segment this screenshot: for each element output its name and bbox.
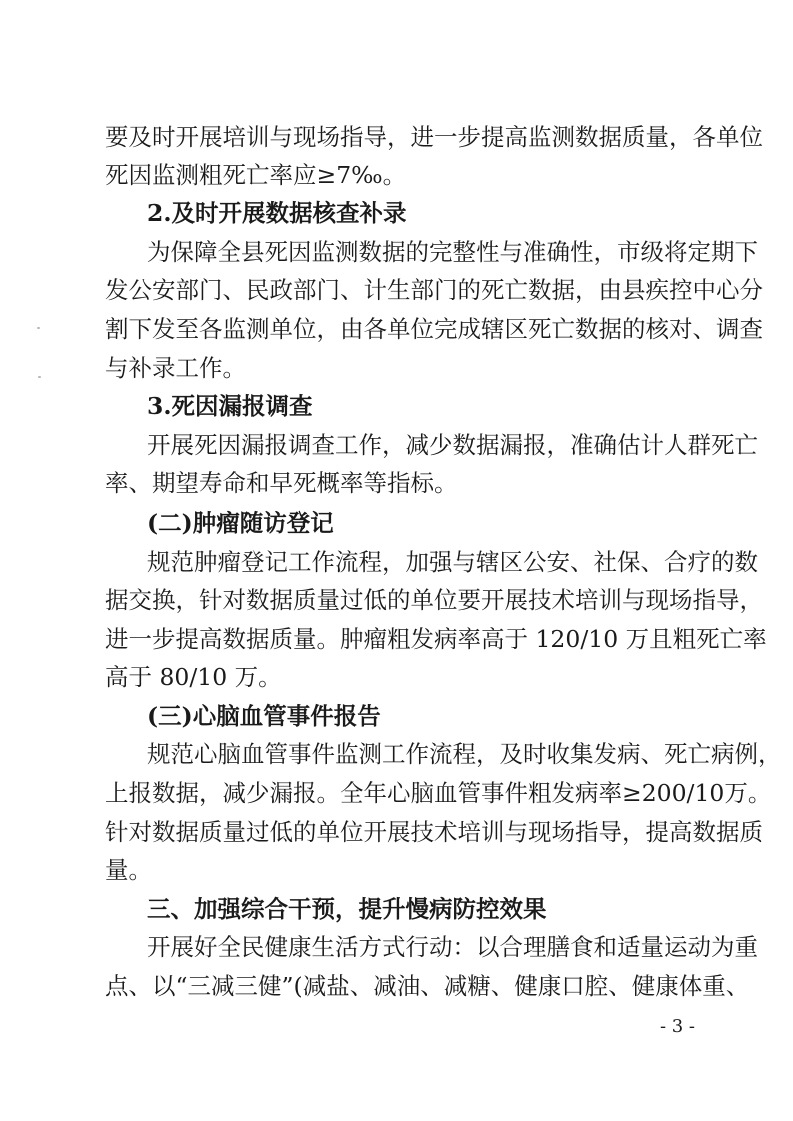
body-line: 规范心脑血管事件监测工作流程，及时收集发病、死亡病例，: [147, 740, 782, 768]
body-line: 开展死因漏报调查工作，减少数据漏报，准确估计人群死亡: [147, 431, 758, 459]
body-line: 割下发至各监测单位，由各单位完成辖区死亡数据的核对、调查: [105, 315, 763, 343]
subheading: 3.死因漏报调查: [147, 392, 313, 420]
scan-speck: [37, 327, 40, 329]
body-line: 上报数据，减少漏报。全年心脑血管事件粗发病率≥200/10万。: [105, 779, 772, 807]
scan-speck: [38, 376, 41, 378]
chapter-heading: 三、加强综合干预，提升慢病防控效果: [147, 895, 547, 923]
section-heading: (二)肿瘤随访登记: [147, 509, 334, 537]
body-line: 死因监测粗死亡率应≥7‰。: [105, 161, 407, 189]
body-line: 规范肿瘤登记工作流程，加强与辖区公安、社保、合疗的数: [147, 548, 758, 576]
body-line: 量。: [105, 856, 152, 884]
body-line: 要及时开展培训与现场指导，进一步提高监测数据质量，各单位: [105, 123, 763, 151]
subheading: 2.及时开展数据核查补录: [147, 199, 407, 227]
body-line: 据交换，针对数据质量过低的单位要开展技术培训与现场指导，: [105, 586, 763, 614]
body-line: 率、期望寿命和早死概率等指标。: [105, 469, 458, 497]
body-line: 点、以“三减三健”(减盐、减油、减糖、健康口腔、健康体重、: [105, 972, 750, 1000]
body-line: 与补录工作。: [105, 354, 246, 382]
body-line: 进一步提高数据质量。肿瘤粗发病率高于 120/10 万且粗死亡率: [105, 625, 767, 653]
body-line: 高于 80/10 万。: [105, 663, 282, 691]
body-line: 开展好全民健康生活方式行动：以合理膳食和适量运动为重: [147, 933, 758, 961]
body-line: 为保障全县死因监测数据的完整性与准确性，市级将定期下: [147, 238, 758, 266]
section-heading: (三)心脑血管事件报告: [147, 702, 381, 730]
page-number: - 3 -: [659, 1016, 695, 1037]
body-line: 针对数据质量过低的单位开展技术培训与现场指导，提高数据质: [105, 818, 763, 846]
body-line: 发公安部门、民政部门、计生部门的死亡数据，由县疾控中心分: [105, 276, 763, 304]
